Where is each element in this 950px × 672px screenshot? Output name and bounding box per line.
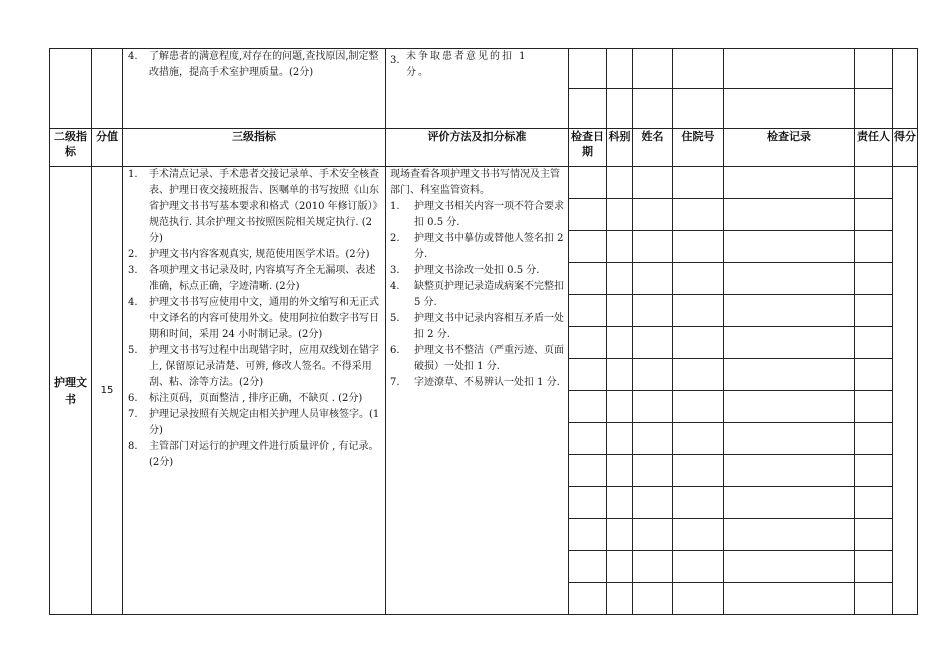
- date-cell[interactable]: [569, 583, 607, 615]
- item-number: 4.: [390, 281, 400, 292]
- admission-no-cell[interactable]: [673, 167, 724, 199]
- item-text: 护理文书中记录内容相互矛盾一处扣 2 分.: [414, 313, 564, 340]
- name-cell[interactable]: [633, 199, 673, 231]
- date-cell[interactable]: [569, 487, 607, 519]
- date-cell[interactable]: [569, 455, 607, 487]
- record-cell[interactable]: [724, 49, 855, 89]
- item-number: 4.: [128, 297, 138, 308]
- name-cell[interactable]: [633, 231, 673, 263]
- list-item: [386, 311, 568, 343]
- item-text: 护理文书涂改一处扣 0.5 分.: [414, 265, 540, 276]
- record-cell[interactable]: [724, 327, 855, 359]
- item-number: 6.: [390, 345, 400, 356]
- date-cell[interactable]: [569, 231, 607, 263]
- item-text: 主管部门对运行的护理文件进行质量评价 , 有记录。(2分): [149, 441, 379, 468]
- name-cell[interactable]: [633, 551, 673, 583]
- responsible-cell[interactable]: [855, 391, 893, 423]
- record-cell[interactable]: [724, 89, 855, 129]
- list-item: [386, 263, 568, 279]
- responsible-cell[interactable]: [855, 49, 893, 89]
- responsible-cell[interactable]: [855, 455, 893, 487]
- record-cell[interactable]: [724, 487, 855, 519]
- list-item: [386, 343, 568, 375]
- list-item: [386, 199, 568, 231]
- record-cell[interactable]: [724, 359, 855, 391]
- item-number: 1.: [128, 169, 138, 180]
- list-item: 4. 了解患者的满意程度,对存在的问题,查找原因,制定整改措施，提高手术室护理质量。(2分): [128, 51, 379, 78]
- department-cell[interactable]: [607, 455, 633, 487]
- responsible-cell[interactable]: [855, 199, 893, 231]
- department-cell[interactable]: [607, 327, 633, 359]
- header-responsible: 责任人: [855, 129, 893, 167]
- name-cell[interactable]: [633, 455, 673, 487]
- department-cell[interactable]: [607, 199, 633, 231]
- record-cell[interactable]: [724, 455, 855, 487]
- name-cell[interactable]: [633, 167, 673, 199]
- name-cell[interactable]: [633, 263, 673, 295]
- department-cell[interactable]: [607, 391, 633, 423]
- department-cell[interactable]: [607, 231, 633, 263]
- name-cell[interactable]: [633, 327, 673, 359]
- name-cell[interactable]: [633, 295, 673, 327]
- top-criterion-cell: [123, 49, 386, 129]
- record-cell[interactable]: [724, 199, 855, 231]
- department-cell[interactable]: [607, 295, 633, 327]
- list-item: [123, 263, 385, 295]
- name-cell[interactable]: [633, 583, 673, 615]
- item-number: 6.: [128, 393, 138, 404]
- item-number: 2.: [128, 249, 138, 260]
- date-cell[interactable]: [569, 199, 607, 231]
- responsible-cell[interactable]: [855, 231, 893, 263]
- record-cell[interactable]: [724, 391, 855, 423]
- item-number: 7.: [390, 377, 400, 388]
- section-level2: 护理文书: [50, 167, 92, 615]
- responsible-cell[interactable]: [855, 519, 893, 551]
- responsible-cell[interactable]: [855, 423, 893, 455]
- item-text: 护理文书书写应使用中文，通用的外文缩写和无正式中文译名的内容可使用外文。使用阿拉伯数字书写日期和时间，采用 24 小时制记录。(2分): [149, 297, 379, 340]
- department-cell[interactable]: [607, 583, 633, 615]
- item-text: 护理文书中摹仿或替他人签名扣 2 分.: [414, 233, 564, 260]
- top-evaluation-cell: 3. 未争取患者意见的扣 1 分。: [386, 49, 569, 129]
- admission-no-cell[interactable]: [673, 391, 724, 423]
- responsible-cell[interactable]: [855, 583, 893, 615]
- record-cell[interactable]: [724, 423, 855, 455]
- responsible-cell[interactable]: [855, 327, 893, 359]
- admission-no-cell[interactable]: [673, 359, 724, 391]
- header-date: 检查日期: [569, 129, 607, 167]
- department-cell[interactable]: [607, 487, 633, 519]
- department-cell[interactable]: [607, 89, 633, 129]
- admission-no-cell[interactable]: [673, 199, 724, 231]
- department-cell[interactable]: [607, 423, 633, 455]
- header-level3: 三级指标: [123, 129, 386, 167]
- admission-no-cell[interactable]: [673, 519, 724, 551]
- record-cell[interactable]: [724, 295, 855, 327]
- header-method: 评价方法及扣分标准: [386, 129, 569, 167]
- criteria-list: [123, 167, 385, 471]
- evaluation-list: [386, 199, 568, 391]
- section-evaluation-cell: [386, 167, 569, 615]
- date-cell[interactable]: [569, 327, 607, 359]
- responsible-cell[interactable]: [855, 295, 893, 327]
- name-cell[interactable]: [633, 519, 673, 551]
- header-level2: 二级指标: [50, 129, 92, 167]
- department-cell[interactable]: [607, 359, 633, 391]
- department-cell[interactable]: [607, 551, 633, 583]
- item-number: 1.: [390, 201, 400, 212]
- responsible-cell[interactable]: [855, 89, 893, 129]
- section-score-cell[interactable]: [893, 167, 918, 615]
- list-item: [123, 439, 385, 471]
- admission-no-cell[interactable]: [673, 263, 724, 295]
- admission-no-cell[interactable]: [673, 455, 724, 487]
- name-cell[interactable]: [633, 487, 673, 519]
- department-cell[interactable]: [607, 263, 633, 295]
- item-text: 标注页码，页面整洁 , 排序正确，不缺页 . (2分): [149, 393, 363, 404]
- item-text: 护理文书相关内容一项不符合要求扣 0.5 分.: [414, 201, 564, 228]
- list-item: [386, 279, 568, 311]
- empty-points-cell: [92, 49, 123, 129]
- item-text: 字迹潦草、不易辨认一处扣 1 分.: [414, 377, 560, 388]
- admission-no-cell[interactable]: [673, 423, 724, 455]
- record-cell[interactable]: [724, 551, 855, 583]
- item-number: 2.: [390, 233, 400, 244]
- record-cell[interactable]: [724, 263, 855, 295]
- header-score: 得分: [893, 129, 918, 167]
- name-cell[interactable]: [633, 89, 673, 129]
- score-cell[interactable]: [893, 49, 918, 129]
- department-cell[interactable]: [607, 167, 633, 199]
- item-number: 5.: [128, 345, 138, 356]
- list-item: [123, 343, 385, 391]
- admission-no-cell[interactable]: [673, 327, 724, 359]
- item-text: 护理文书内容客观真实, 规范使用医学术语。(2分): [149, 249, 370, 260]
- item-number: 3.: [128, 265, 138, 276]
- evaluation-intro: 现场查看各项护理文书书写情况及主管部门、科室监管资料。: [390, 169, 560, 196]
- name-cell[interactable]: [633, 359, 673, 391]
- list-item: [123, 295, 385, 343]
- item-text: 护理文书书写过程中出现错字时，应用双线划在错字上, 保留原记录清楚、可辨, 修改人签名。不得采用刮、粘、涂等方法。(2分): [149, 345, 379, 388]
- section-criteria-cell: [123, 167, 386, 615]
- header-record: 检查记录: [724, 129, 855, 167]
- record-cell[interactable]: [724, 583, 855, 615]
- list-item: [123, 407, 385, 439]
- date-cell[interactable]: [569, 89, 607, 129]
- responsible-cell[interactable]: [855, 487, 893, 519]
- date-cell[interactable]: [569, 295, 607, 327]
- item-number: 7.: [128, 409, 138, 420]
- record-cell[interactable]: [724, 167, 855, 199]
- header-name: 姓名: [633, 129, 673, 167]
- responsible-cell[interactable]: [855, 167, 893, 199]
- date-cell[interactable]: [569, 359, 607, 391]
- header-admission-no: 住院号: [673, 129, 724, 167]
- name-cell[interactable]: [633, 49, 673, 89]
- nursing-documentation-table: [49, 48, 918, 615]
- header-department: 科别: [607, 129, 633, 167]
- item-number: 5.: [390, 313, 400, 324]
- admission-no-cell[interactable]: [673, 487, 724, 519]
- date-cell[interactable]: [569, 423, 607, 455]
- name-cell[interactable]: [633, 391, 673, 423]
- admission-no-cell[interactable]: [673, 295, 724, 327]
- list-item: [386, 375, 568, 391]
- list-item: [123, 247, 385, 263]
- date-cell[interactable]: [569, 551, 607, 583]
- department-cell[interactable]: [607, 519, 633, 551]
- record-cell[interactable]: [724, 231, 855, 263]
- item-text: 缺整页护理记录造成病案不完整扣 5 分.: [414, 281, 564, 308]
- admission-no-cell[interactable]: [673, 89, 724, 129]
- date-cell[interactable]: [569, 49, 607, 89]
- item-text: 护理文书不整洁（严重污迹、页面破损）一处扣 1 分.: [414, 345, 564, 372]
- item-number: 8.: [128, 441, 138, 452]
- responsible-cell[interactable]: [855, 263, 893, 295]
- record-cell[interactable]: [724, 519, 855, 551]
- responsible-cell[interactable]: [855, 359, 893, 391]
- item-text: 护理记录按照有关规定由相关护理人员审核签字。(1分): [149, 409, 380, 436]
- admission-no-cell[interactable]: [673, 49, 724, 89]
- responsible-cell[interactable]: [855, 551, 893, 583]
- list-item: [386, 231, 568, 263]
- empty-level2-cell: [50, 49, 92, 129]
- name-cell[interactable]: [633, 423, 673, 455]
- item-text: 各项护理文书记录及时, 内容填写齐全无漏项、表述准确，标点正确，字迹清晰. (2分): [149, 265, 376, 292]
- department-cell[interactable]: [607, 49, 633, 89]
- admission-no-cell[interactable]: [673, 231, 724, 263]
- list-item: [123, 167, 385, 247]
- admission-no-cell[interactable]: [673, 583, 724, 615]
- date-cell[interactable]: [569, 263, 607, 295]
- header-points: 分值: [92, 129, 123, 167]
- date-cell[interactable]: [569, 519, 607, 551]
- date-cell[interactable]: [569, 391, 607, 423]
- item-text: 手术清点记录、手术患者交接记录单、手术安全核查表、护理日夜交接班报告、医嘱单的书写按照《山东省护理文书书写基本要求和格式（2010 年修订版）》规范执行. 其余护理文书按照医院相关规定执行. (2分): [149, 169, 383, 244]
- section-points: 15: [92, 167, 123, 615]
- date-cell[interactable]: [569, 167, 607, 199]
- list-item: [123, 391, 385, 407]
- header-row: [50, 129, 918, 167]
- admission-no-cell[interactable]: [673, 551, 724, 583]
- item-number: 3.: [390, 265, 400, 276]
